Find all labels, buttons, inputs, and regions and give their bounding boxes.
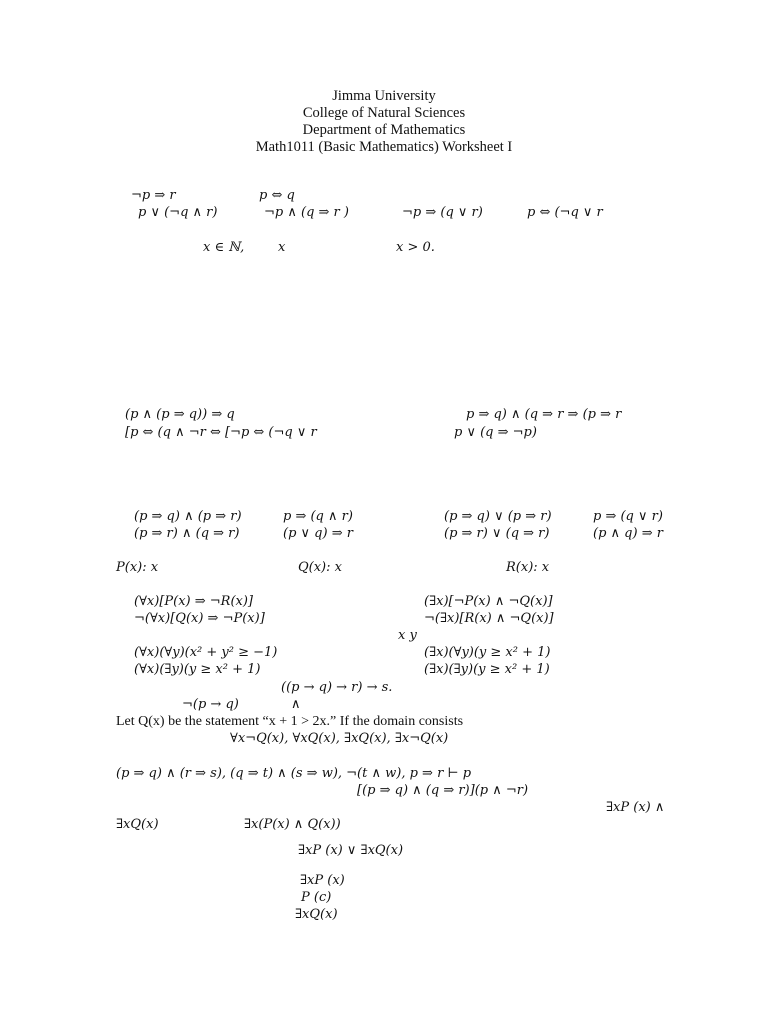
q9-expr-c: ∃x(P(x) ∧ Q(x)) xyxy=(244,817,341,832)
q9-expr-f: P (c) xyxy=(301,890,332,905)
q1-formula-f: p ⇔ (¬q ∨ r xyxy=(527,205,603,220)
q3-formula-a: (p ∧ (p ⇒ q)) ⇒ q xyxy=(125,407,235,422)
q5-statement-g: (∀x)(∃y)(y ≥ x² + 1) xyxy=(134,662,261,677)
q5-predicate-r: R(x): x xyxy=(506,560,550,575)
q6-formula-b: ¬(p → q) xyxy=(182,697,239,712)
q4-formula-a: (p ⇒ q) ∧ (p ⇒ r) xyxy=(134,509,242,524)
q5-statement-b: (∃x)[¬P(x) ∧ ¬Q(x)] xyxy=(424,594,553,609)
q3-formula-d: p ∨ (q ⇒ ¬p) xyxy=(454,425,537,440)
q8-formula: [(p ⇒ q) ∧ (q ⇒ r)](p ∧ ¬r) xyxy=(357,783,529,798)
q6-formula-a: ((p → q) → r) → s. xyxy=(281,680,393,695)
q9-expr-g: ∃xQ(x) xyxy=(295,907,338,922)
q3-formula-c: [p ⇔ (q ∧ ¬r ⇔ [¬p ⇔ (¬q ∨ r xyxy=(125,425,317,440)
q9-expr-e: ∃xP (x) xyxy=(300,873,345,888)
q5-statement-c: ¬(∀x)[Q(x) ⇒ ¬P(x)] xyxy=(134,611,265,626)
q1-formula-b: p ⇔ q xyxy=(259,188,295,203)
q5-statement-a: (∀x)[P(x) ⇒ ¬R(x)] xyxy=(134,594,253,609)
worksheet-title: Math1011 (Basic Mathematics) Worksheet I xyxy=(255,139,513,155)
q4-formula-h: (p ∧ q) ⇒ r xyxy=(593,526,663,541)
q7-statement-text: Let Q(x) be the statement “x + 1 > 2x.” If the domain consists xyxy=(116,714,464,729)
q4-formula-c: (p ⇒ q) ∨ (p ⇒ r) xyxy=(444,509,552,524)
q7-quantified-list: ∀x¬Q(x), ∀xQ(x), ∃xQ(x), ∃x¬Q(x) xyxy=(230,731,449,746)
university-name: Jimma University xyxy=(332,88,436,104)
q1-formula-d: ¬p ∧ (q ⇒ r ) xyxy=(264,205,349,220)
q9-expr-d: ∃xP (x) ∨ ∃xQ(x) xyxy=(298,843,404,858)
q6-connective: ∧ xyxy=(291,697,301,712)
q3-formula-b: p ⇒ q) ∧ (q ⇒ r ⇒ (p ⇒ r xyxy=(466,407,622,422)
q5-statement-f: (∃x)(∀y)(y ≥ x² + 1) xyxy=(424,645,551,660)
q2-expr-a: x ∈ ℕ, xyxy=(203,240,245,255)
q5-statement-e: (∀x)(∀y)(x² + y² ≥ −1) xyxy=(134,645,278,660)
department-name: Department of Mathematics xyxy=(302,122,466,138)
q2-expr-b: x xyxy=(278,240,286,255)
q5-predicate-q: Q(x): x xyxy=(298,560,342,575)
q9-expr-a: ∃xP (x) ∧ xyxy=(606,800,665,815)
q5-variables: x y xyxy=(398,628,417,643)
q4-formula-d: p ⇒ (q ∨ r) xyxy=(593,509,663,524)
q4-formula-e: (p ⇒ r) ∧ (q ⇒ r) xyxy=(134,526,240,541)
college-name: College of Natural Sciences xyxy=(302,105,466,121)
q4-formula-b: p ⇒ (q ∧ r) xyxy=(283,509,353,524)
q9-expr-b: ∃xQ(x) xyxy=(116,817,159,832)
q5-statement-h: (∃x)(∃y)(y ≥ x² + 1) xyxy=(424,662,550,677)
q4-formula-g: (p ⇒ r) ∨ (q ⇒ r) xyxy=(444,526,550,541)
q8-argument: (p ⇒ q) ∧ (r ⇒ s), (q ⇒ t) ∧ (s ⇒ w), ¬(t ∧ w), p ⇒ r ⊢ p xyxy=(116,766,472,781)
q2-expr-c: x > 0. xyxy=(396,240,435,255)
q4-formula-f: (p ∨ q) ⇒ r xyxy=(283,526,353,541)
q5-predicate-p: P(x): x xyxy=(116,560,159,575)
q5-statement-d: ¬(∃x)[R(x) ∧ ¬Q(x)] xyxy=(424,611,554,626)
q1-formula-c: p ∨ (¬q ∧ r) xyxy=(138,205,218,220)
q1-formula-a: ¬p ⇒ r xyxy=(131,188,176,203)
q1-formula-e: ¬p ⇒ (q ∨ r) xyxy=(402,205,483,220)
